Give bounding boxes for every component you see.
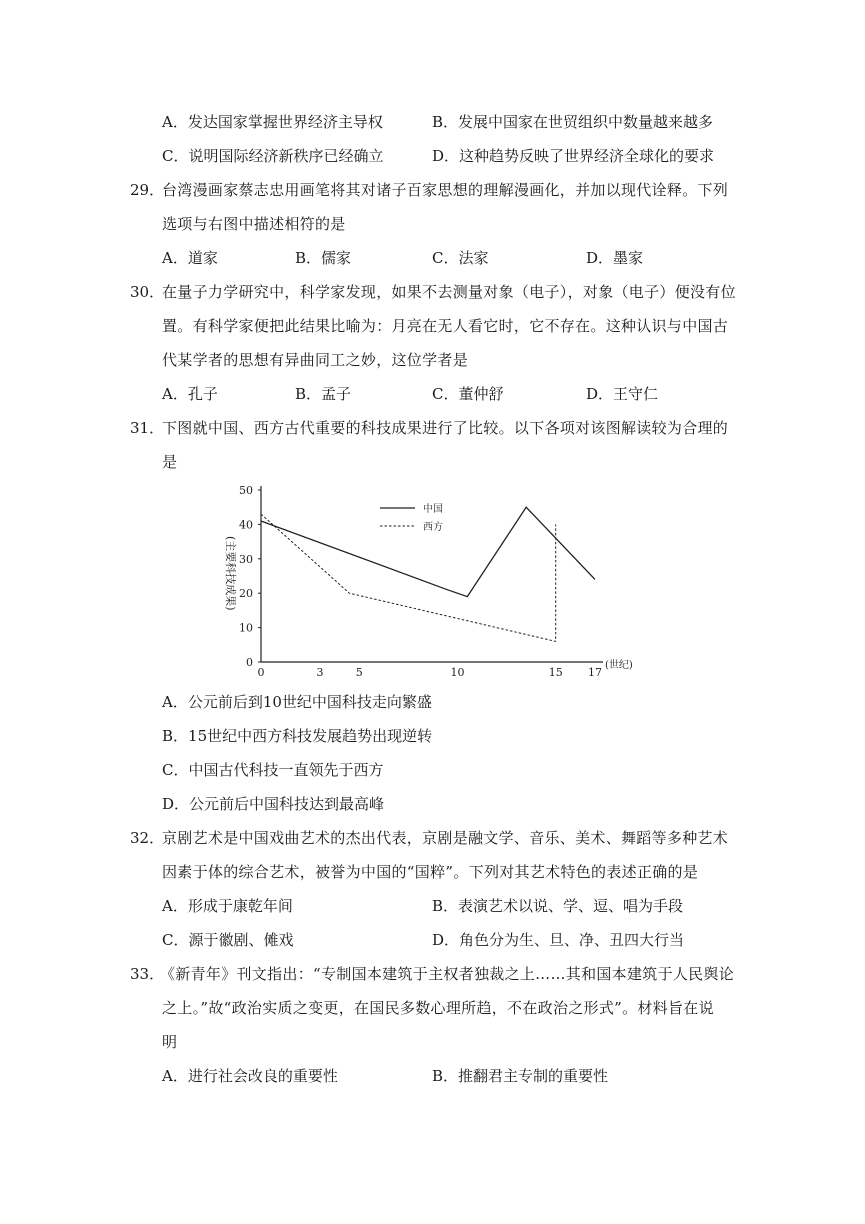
q29-stem-line2: 选项与右图中描述相符的是 [162, 215, 346, 233]
q31-option-c: C．中国古代科技一直领先于西方 [162, 761, 384, 779]
q32-option-b: B．表演艺术以说、学、逗、唱为手段 [432, 897, 684, 915]
chart-x-tick-label: 10 [450, 666, 465, 679]
chart-x-tick-label: 0 [257, 666, 265, 679]
q30-stem-line2: 置。有科学家便把此结果比喻为：月亮在无人看它时，它不存在。这种认识与中国古 [162, 317, 729, 335]
chart-y-axis-label: (主要科技成果) [224, 536, 237, 611]
chart-y-tick-label: 0 [246, 656, 253, 669]
q29-option-c: C．法家 [432, 249, 489, 267]
q33-stem-line2: 之上。”故“政治实质之变更，在国民多数心理所趋，不在政治之形式”。材料旨在说 [162, 999, 714, 1017]
q29-option-b: B．儒家 [295, 249, 352, 267]
q29-option-a: A．道家 [162, 249, 218, 267]
chart-series-line-1 [261, 507, 595, 596]
q28-option-c: C．说明国际经济新秩序已经确立 [162, 147, 384, 165]
q31-stem-line1: 下图就中国、西方古代重要的科技成果进行了比较。以下各项对该图解读较为合理的 [162, 419, 729, 437]
q33-option-b: B．推翻君主专制的重要性 [432, 1067, 609, 1085]
q33-number: 33． [130, 965, 165, 983]
q28-option-d: D．这种趋势反映了世界经济全球化的要求 [432, 147, 715, 165]
q32-option-d: D．角色分为生、旦、净、丑四大行当 [432, 931, 685, 949]
chart-x-axis-label: (世纪) [605, 660, 633, 671]
chart-y-tick-label: 30 [239, 552, 253, 566]
q32-option-a: A．形成于康乾年间 [162, 897, 293, 915]
chart-x-tick-label: 5 [355, 666, 363, 679]
q33-option-a: A．进行社会改良的重要性 [162, 1067, 338, 1085]
q32-number: 32． [130, 829, 165, 847]
q29-stem-line1: 台湾漫画家蔡志忠用画笔将其对诸子百家思想的理解漫画化，并加以现代诠释。下列 [162, 181, 729, 199]
chart-series-line-2 [261, 514, 556, 641]
q30-number: 30． [130, 283, 165, 301]
q31-stem-line2: 是 [162, 453, 178, 471]
q33-stem-line1: 《新青年》刊文指出：“专制国本建筑于主权者独裁之上……其和国本建筑于人民舆论 [160, 965, 735, 983]
chart-y-tick-label: 10 [239, 621, 253, 635]
chart-x-tick-label: 15 [548, 666, 563, 679]
q30-option-c: C．董仲舒 [432, 385, 504, 403]
q30-option-a: A．孔子 [162, 385, 218, 403]
q31-number: 31． [130, 419, 165, 437]
q30-option-d: D．王守仁 [586, 385, 659, 403]
q32-option-c: C．源于徽剧、傩戏 [162, 931, 294, 949]
q30-option-b: B．孟子 [295, 385, 352, 403]
q28-option-a: A．发达国家掌握世界经济主导权 [162, 113, 383, 131]
chart-ticks [239, 484, 602, 679]
q30-stem-line3: 代某学者的思想有异曲同工之妙，这位学者是 [162, 351, 469, 369]
chart-x-tick-label: 17 [588, 666, 602, 679]
q31-option-a: A．公元前后到10世纪中国科技走向繁盛 [162, 693, 432, 711]
chart-legend-label: 西方 [423, 522, 443, 533]
chart-y-tick-label: 40 [239, 518, 253, 532]
q32-stem-line1: 京剧艺术是中国戏曲艺术的杰出代表，京剧是融文学、音乐、美术、舞蹈等多种艺术 [162, 829, 729, 847]
q33-stem-line3: 明 [162, 1033, 178, 1051]
q29-option-d: D．墨家 [586, 249, 644, 267]
chart-legend [380, 502, 443, 533]
chart-legend-label: 中国 [423, 504, 443, 515]
chart-y-tick-label: 20 [239, 587, 253, 601]
chart-y-tick-label: 50 [239, 484, 253, 497]
q29-number: 29． [130, 181, 165, 199]
q31-option-b: B．15世纪中西方科技发展趋势出现逆转 [162, 727, 433, 745]
q31-option-d: D．公元前后中国科技达到最高峰 [162, 795, 385, 813]
q30-stem-line1: 在量子力学研究中，科学家发现，如果不去测量对象（电子），对象（电子）便没有位 [162, 283, 736, 301]
science-tech-line-chart [215, 478, 633, 688]
chart-x-tick-label: 3 [316, 666, 324, 679]
q32-stem-line2: 因素于体的综合艺术，被誉为中国的“国粹”。下列对其艺术特色的表述正确的是 [162, 863, 699, 881]
q28-option-b: B．发展中国家在世贸组织中数量越来越多 [432, 113, 714, 131]
